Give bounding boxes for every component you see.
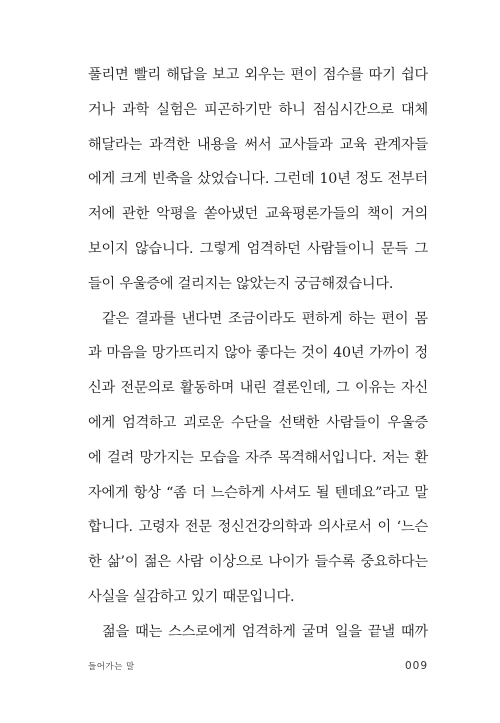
text-line: 과 마음을 망가뜨리지 않아 좋다는 것이 40년 가까이 정 — [88, 345, 428, 362]
text-line: 에게 엄격하고 괴로운 수단을 선택한 사람들이 우울증 — [88, 414, 428, 431]
text-line: 자에게 항상 “좀 더 느슨하게 사셔도 될 텐데요”라고 말 — [88, 484, 428, 501]
page-number: 009 — [404, 660, 428, 672]
text-line: 신과 전문의로 활동하며 내린 결론인데, 그 이유는 자신 — [88, 380, 428, 397]
body-text — [88, 58, 428, 650]
text-line: 보이지 않습니다. 그렇게 엄격하던 사람들이니 문득 그 — [88, 240, 428, 257]
text-line: 에게 크게 빈축을 샀었습니다. 그런데 10년 정도 전부터 — [88, 171, 428, 188]
text-line: 한 삶’이 젊은 사람 이상으로 나이가 들수록 중요하다는 — [88, 554, 428, 571]
text-line: 사실을 실감하고 있기 때문입니다. — [88, 588, 295, 605]
text-line: 거나 과학 실험은 피곤하기만 하니 점심시간으로 대체 — [88, 101, 428, 118]
text-line: 풀리면 빨리 해답을 보고 외우는 편이 점수를 따기 쉽다 — [88, 67, 428, 83]
page-footer — [88, 660, 428, 676]
text-line: 해달라는 과격한 내용을 써서 교사들과 교육 관계자들 — [88, 136, 428, 153]
text-line: 들이 우울증에 걸리지는 않았는지 궁금해졌습니다. — [88, 275, 394, 292]
text-line: 같은 결과를 낸다면 조금이라도 편하게 하는 편이 몸 — [102, 310, 428, 327]
text-line: 에 걸려 망가지는 모습을 자주 목격해서입니다. 저는 환 — [88, 449, 428, 466]
text-line: 저에 관한 악평을 쏟아냈던 교육평론가들의 책이 거의 — [88, 206, 428, 223]
text-line: 합니다. 고령자 전문 정신건강의학과 의사로서 이 ‘느슨 — [88, 519, 428, 536]
running-head: 들어가는 말 — [88, 662, 135, 672]
text-line: 젊을 때는 스스로에게 엄격하게 굴며 일을 끝낼 때까 — [102, 623, 428, 640]
